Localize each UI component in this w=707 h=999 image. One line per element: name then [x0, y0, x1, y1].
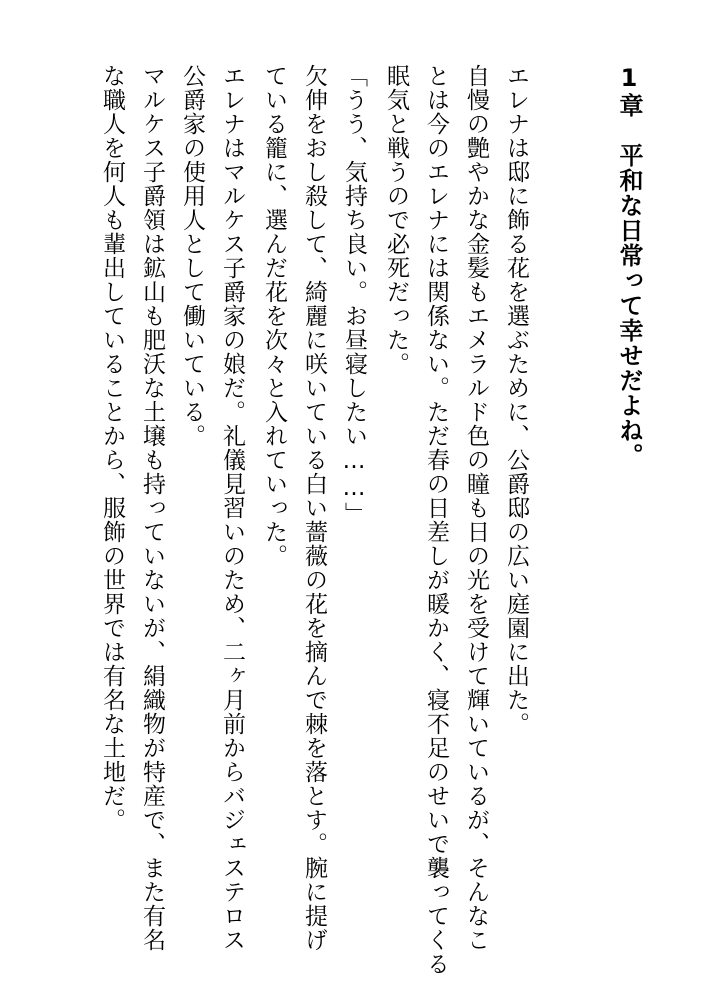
text-line-11: な職人を何人も輩出していることから、服飾の世界では有名な土地だ。	[99, 64, 125, 832]
text-line-9: 公爵家の使用人として働いている。	[179, 64, 205, 448]
text-line-4: 眠気と戦うので必死だった。	[383, 64, 409, 376]
text-line-7: ている籠に、選んだ花を次々と入れていった。	[261, 64, 287, 568]
text-line-6: 欠伸をおし殺して、綺麗に咲いている白い薔薇の花を摘んで棘を落とす。腕に提げ	[301, 64, 327, 952]
text-line-1: エレナは邸に飾る花を選ぶために、公爵邸の広い庭園に出た。	[503, 64, 529, 736]
text-line-8: エレナはマルケス子爵家の娘だ。礼儀見習いのため、二ヶ月前からバジェステロス	[219, 64, 245, 952]
dialogue-line: 「うう、気持ち良い。お昼寝したい……」	[341, 64, 367, 526]
chapter-title: 1章 平和な日常って幸せだよね。	[615, 64, 643, 468]
text-line-3: とは今のエレナには関係ない。ただ春の日差しが暖かく、寝不足のせいで襲ってくる	[423, 64, 449, 976]
text-line-2: 自慢の艶やかな金髪もエメラルド色の瞳も日の光を受けて輝いているが、そんなこ	[463, 64, 489, 952]
text-line-10: マルケス子爵領は鉱山も肥沃な土壌も持っていないが、絹織物が特産で、また有名	[139, 64, 165, 952]
